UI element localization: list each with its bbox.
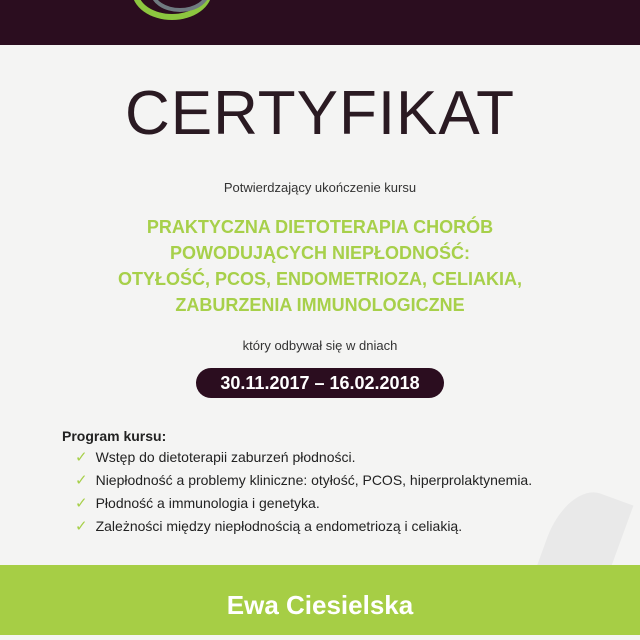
check-icon: ✓ [75, 449, 88, 466]
course-line: ZABURZENIA IMMUNOLOGICZNE [175, 295, 465, 315]
subtitle: Potwierdzający ukończenie kursu [223, 180, 417, 195]
dates-intro: który odbywał się w dniach [242, 338, 398, 353]
list-item [75, 469, 532, 492]
item-text: Wstęp do dietoterapii zaburzeń płodności. [95, 449, 356, 465]
program-list [75, 446, 532, 538]
course-title [0, 214, 640, 318]
list-item [75, 492, 532, 515]
item-text: Płodność a immunologia i genetyka. [95, 495, 320, 511]
course-line: PRAKTYCZNA DIETOTERAPIA CHORÓB [146, 217, 494, 237]
check-icon: ✓ [75, 495, 88, 512]
list-item [75, 446, 532, 469]
program-label: Program kursu: [62, 428, 167, 444]
item-text: Niepłodność a problemy kliniczne: otyłość, PCOS, hiperprolaktynemia. [95, 472, 533, 488]
course-line: OTYŁOŚĆ, PCOS, ENDOMETRIOZA, CELIAKIA, [117, 269, 522, 289]
check-icon: ✓ [75, 472, 88, 489]
recipient-name: Ewa Ciesielska [226, 590, 414, 620]
header-bar [0, 0, 640, 45]
check-icon: ✓ [75, 518, 88, 535]
course-line: POWODUJĄCYCH NIEPŁODNOŚĆ: [169, 243, 470, 263]
certificate-title: CERTYFIKAT [124, 79, 516, 148]
list-item [75, 515, 532, 538]
item-text: Zależności między niepłodnością a endometriozą i celiakią. [95, 518, 463, 534]
dates-badge: 30.11.2017 – 16.02.2018 [196, 368, 444, 398]
